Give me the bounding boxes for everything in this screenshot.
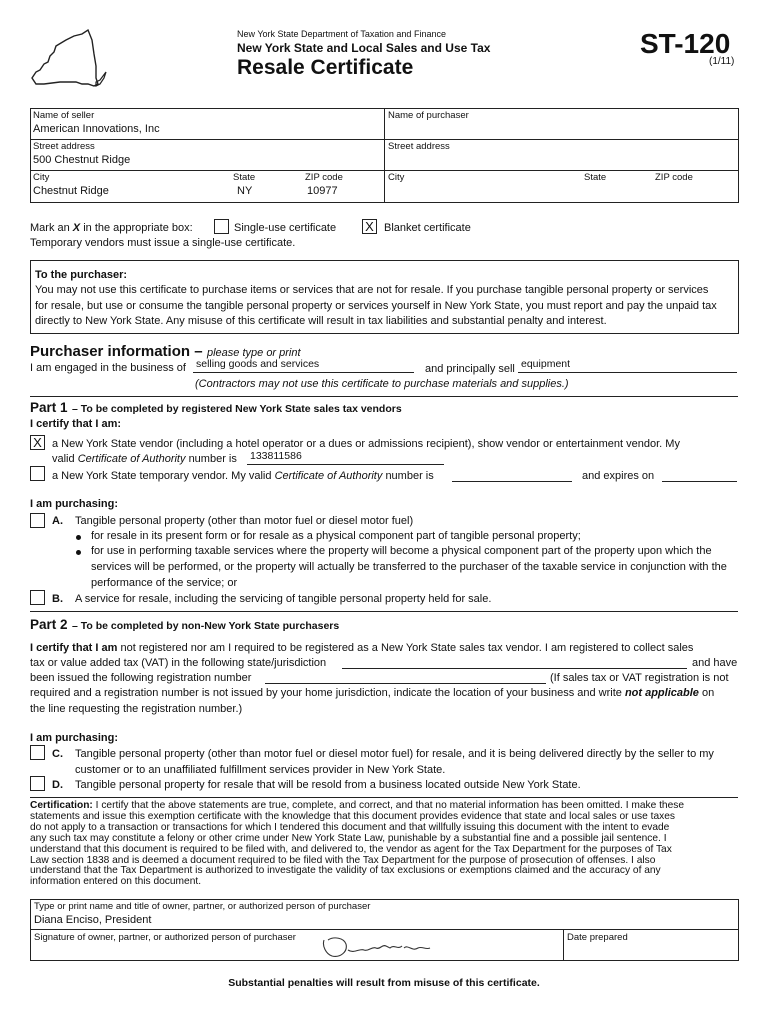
printed-name-field[interactable]: Diana Enciso, President (34, 914, 152, 926)
option-a-bullet-2-line-2: services will be performed, or the property will actually be transferred to the purchaser of the taxable service in conjunction with the (91, 561, 727, 573)
purchaser-city-field[interactable] (388, 184, 573, 199)
option-b-letter: B. (52, 593, 63, 605)
footer-warning: Substantial penalties will result from misuse of this certificate. (228, 977, 540, 989)
seller-street-field[interactable]: 500 Chestnut Ridge (33, 154, 131, 166)
part2-certify-line-2: tax or value added tax (VAT) in the following state/jurisdiction (30, 657, 327, 669)
option-a-letter: A. (52, 515, 63, 527)
contractor-note: (Contractors may not use this certificate to purchase materials and supplies.) (195, 378, 569, 390)
purchaser-name-label: Name of purchaser (388, 110, 469, 121)
seller-zip-field[interactable]: 10977 (307, 185, 338, 197)
part2-heading: Part 2 – To be completed by non-New York State purchasers (30, 617, 340, 632)
date-prepared-label: Date prepared (567, 932, 628, 943)
notice-line-3: directly to New York State. Any misuse of this certificate will result in tax liabilities and substantial penalty and interest. (35, 315, 607, 327)
option-a-bullet-2-line-1: for use in performing taxable services where the property will become a physical component part of the property upon which the (91, 545, 712, 557)
purchaser-info-heading: Purchaser information – please type or print (30, 343, 301, 360)
part2-certify-line-4: required and a registration number is not issued by your home jurisdiction, indicate the location of your business and write not applicable on (30, 687, 715, 699)
notice-heading: To the purchaser: (35, 269, 128, 281)
handwritten-signature[interactable] (318, 934, 438, 960)
part2-certify-line-5: the line requesting the registration number.) (30, 703, 243, 715)
option-b-checkbox[interactable] (30, 590, 45, 605)
date-prepared-field[interactable] (567, 943, 733, 957)
option-d-letter: D. (52, 779, 63, 791)
temporary-coa-number-field[interactable] (452, 467, 572, 482)
option-a-text: Tangible personal property (other than motor fuel or diesel motor fuel) (75, 515, 414, 527)
notice-line-1: You may not use this certificate to purchase items or services that are not for resale. If you purchase tangible personal property or services (35, 284, 709, 296)
seller-state-label: State (233, 172, 256, 183)
seller-state-field[interactable]: NY (237, 185, 253, 197)
part2-certify-line-1: I certify that I am not registered nor am I required to be registered as a New York State sales tax vendor. I am registered to collect sales (30, 642, 694, 654)
option-c-checkbox[interactable] (30, 745, 45, 760)
nys-vendor-checkbox[interactable]: X (30, 435, 45, 450)
registration-number-field[interactable] (265, 669, 546, 684)
purchaser-zip-label: ZIP code (655, 172, 693, 183)
page-title: Resale Certificate (237, 56, 414, 79)
expiration-date-field[interactable] (662, 467, 737, 482)
blanket-label: Blanket certificate (384, 222, 471, 234)
option-d-text: Tangible personal property for resale that will be resold from a business located outside New York State. (75, 779, 581, 791)
purchaser-state-label: State (584, 172, 607, 183)
purchaser-city-label: City (388, 172, 405, 183)
printed-name-label: Type or print name and title of owner, partner, or authorized person of purchaser (34, 901, 371, 912)
notice-line-2: for resale, but use or consume the tangible personal property or services yourself in New York State, you must report and pay the unpaid tax (35, 300, 717, 312)
form-number: ST-120 (640, 28, 731, 59)
principally-sell-label: and principally sell (425, 363, 515, 375)
option-a-checkbox[interactable] (30, 513, 45, 528)
purchaser-zip-field[interactable] (655, 184, 733, 199)
new-york-state-outline-logo (30, 26, 108, 96)
part1-heading: Part 1 – To be completed by registered New York State sales tax vendors (30, 400, 402, 415)
form-revision: (1/11) (709, 56, 735, 67)
department-name: New York State Department of Taxation and Finance (237, 29, 446, 39)
part1-purchasing-label: I am purchasing: (30, 498, 119, 510)
purchaser-street-field[interactable] (388, 153, 733, 168)
option-c-letter: C. (52, 748, 63, 760)
part2-purchasing-label: I am purchasing: (30, 732, 119, 744)
option-b-text: A service for resale, including the servicing of tangible personal property held for sale. (75, 593, 492, 605)
certification-text: Certification: I certify that the above statements are true, complete, and correct, and that no material information has been omitted. I make these statements and issue this exemption certificate with the knowledge that this document provides evidence that state and local sales or use taxes do not apply to a transaction or transactions for which I tendered this document and that willfully issuing this document with the intent to evade any such tax may constitute a felony or other crime under New York State Law, punishable by a substantial fine and a possible jail sentence. I understand that this document is required to be filed with, and delivered to, the vendor as agent for the Tax Department for the purposes of Tax Law section 1838 and is deemed a document required to be filed with the Tax Department for the purpose of prosecution of offenses. I also understand that the Tax Department is authorized to investigate the validity of tax exclusions or exemptions claimed and the accuracy of any information entered on this document. (30, 800, 685, 888)
option-d-checkbox[interactable] (30, 776, 45, 791)
principally-sell-field[interactable]: equipment (518, 358, 737, 373)
option-c-line-1: Tangible personal property (other than motor fuel or diesel motor fuel) for resale, and it is being delivered directly by the seller to my (75, 748, 714, 760)
temporary-vendor-note: Temporary vendors must issue a single-use certificate. (30, 237, 296, 249)
nys-vendor-text: a New York State vendor (including a hotel operator or a dues or admissions recipient), show vendor or entertainment vendor. My (52, 438, 680, 450)
part1-certify-label: I certify that I am: (30, 418, 122, 430)
nys-vendor-coa-label: valid Certificate of Authority number is (52, 453, 237, 465)
seller-zip-label: ZIP code (305, 172, 343, 183)
option-a-bullet-1: for resale in its present form or for resale as a physical component part of tangible personal property; (91, 530, 581, 542)
expires-on-label: and expires on (582, 470, 655, 482)
blanket-checkbox[interactable]: X (362, 219, 377, 234)
state-jurisdiction-field[interactable] (342, 654, 687, 669)
seller-name-field[interactable]: American Innovations, Inc (33, 123, 160, 135)
bullet-icon (76, 535, 81, 540)
form-subtitle: New York State and Local Sales and Use Tax (237, 41, 491, 55)
single-use-checkbox[interactable] (214, 219, 229, 234)
part2-certify-line-3-end: (If sales tax or VAT registration is not (550, 672, 729, 684)
business-type-field[interactable]: selling goods and services (193, 358, 414, 373)
signature-label: Signature of owner, partner, or authorized person of purchaser (34, 932, 296, 943)
temporary-vendor-text: a New York State temporary vendor. My valid Certificate of Authority number is (52, 470, 434, 482)
part2-and-have: and have (692, 657, 738, 669)
seller-city-label: City (33, 172, 50, 183)
option-c-line-2: customer or to an unaffiliated fulfillment services provider in New York State. (75, 764, 446, 776)
seller-name-label: Name of seller (33, 110, 95, 121)
seller-city-field[interactable]: Chestnut Ridge (33, 185, 109, 197)
engaged-label: I am engaged in the business of (30, 362, 186, 374)
single-use-label: Single-use certificate (234, 222, 337, 234)
certificate-type-instruction: Mark an X in the appropriate box: (30, 222, 193, 234)
part2-certify-line-3: been issued the following registration number (30, 672, 252, 684)
purchaser-street-label: Street address (388, 141, 450, 152)
bullet-icon (76, 550, 81, 555)
purchaser-name-field[interactable] (388, 122, 733, 137)
certificate-of-authority-number-field[interactable]: 133811586 (247, 450, 444, 465)
temporary-vendor-checkbox[interactable] (30, 466, 45, 481)
option-a-bullet-2-line-3: performance of the service; or (91, 577, 238, 589)
purchaser-state-field[interactable] (584, 184, 644, 199)
seller-street-label: Street address (33, 141, 95, 152)
